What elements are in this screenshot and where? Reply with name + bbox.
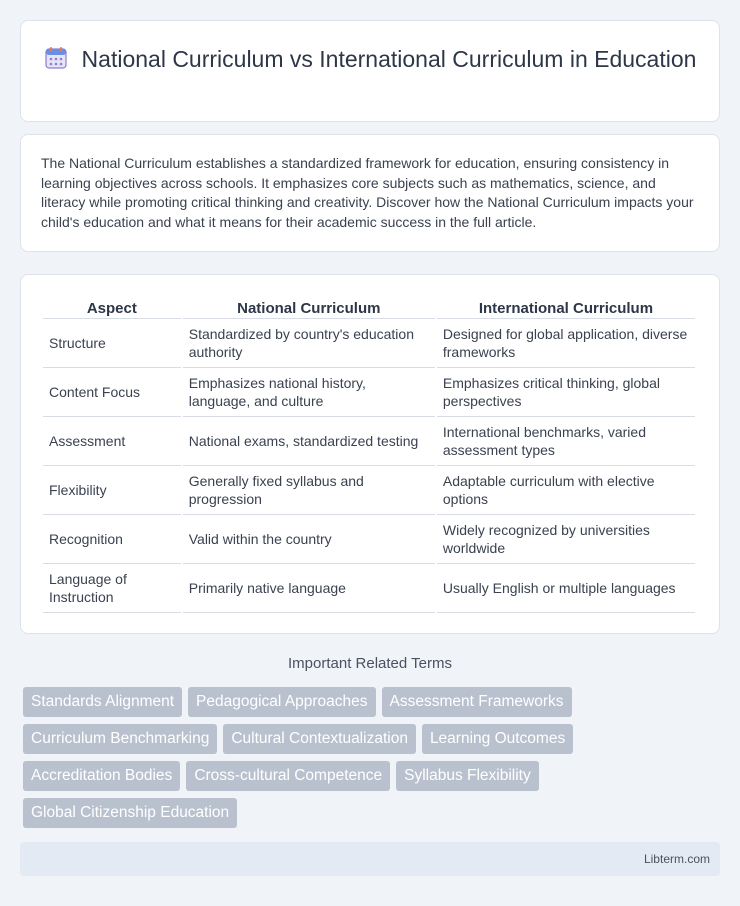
cell-aspect: Content Focus (43, 368, 181, 417)
cell-national: Valid within the country (183, 515, 435, 564)
table-row (43, 515, 695, 564)
table-header-row (43, 293, 695, 319)
tag-global-citizenship-education[interactable]: Global Citizenship Education (23, 798, 237, 828)
cell-international: Emphasizes critical thinking, global perspectives (437, 368, 695, 417)
header-international: International Curriculum (437, 293, 695, 319)
cell-national: Emphasizes national history, language, and culture (183, 368, 435, 417)
table-row (43, 466, 695, 515)
footer-link[interactable]: Libterm.com (643, 852, 710, 866)
tag-accreditation-bodies[interactable]: Accreditation Bodies (23, 761, 180, 791)
tag-curriculum-benchmarking[interactable]: Curriculum Benchmarking (23, 724, 217, 754)
table-row (43, 319, 695, 368)
cell-international: Widely recognized by universities worldwide (437, 515, 695, 564)
tag-cross-cultural-competence[interactable]: Cross-cultural Competence (186, 761, 390, 791)
comparison-card (20, 274, 720, 634)
cell-international: International benchmarks, varied assessment types (437, 417, 695, 466)
cell-national: Primarily native language (183, 564, 435, 613)
cell-international: Adaptable curriculum with elective options (437, 466, 695, 515)
cell-international: Designed for global application, diverse frameworks (437, 319, 695, 368)
cell-aspect: Assessment (43, 417, 181, 466)
table-row (43, 417, 695, 466)
related-terms-heading: Important Related Terms (288, 655, 452, 672)
comparison-table (41, 293, 697, 613)
table-row (43, 564, 695, 613)
cell-aspect: Language of Instruction (43, 564, 181, 613)
header-national: National Curriculum (183, 293, 435, 319)
cell-national: Generally fixed syllabus and progression (183, 466, 435, 515)
cell-aspect: Flexibility (43, 466, 181, 515)
tag-cultural-contextualization[interactable]: Cultural Contextualization (223, 724, 416, 754)
intro-paragraph: The National Curriculum establishes a standardized framework for education, ensuring consistency in learning objectives across schools. It emphasizes core subjects such as mathematics, science, and literacy while promoting critical thinking and creativity. Discover how the National Curriculum impacts your child's education and what it means for their academic success in the full article. (41, 155, 694, 230)
table-row (43, 368, 695, 417)
tag-standards-alignment[interactable]: Standards Alignment (23, 687, 182, 717)
cell-international: Usually English or multiple languages (437, 564, 695, 613)
intro-card (20, 134, 720, 252)
title-card (20, 20, 720, 122)
page-title-text: National Curriculum vs International Curriculum in Education (81, 46, 697, 72)
header-aspect: Aspect (43, 293, 181, 319)
page-title (21, 45, 719, 74)
tag-learning-outcomes[interactable]: Learning Outcomes (422, 724, 573, 754)
tag-syllabus-flexibility[interactable]: Syllabus Flexibility (396, 761, 539, 791)
cell-aspect: Recognition (43, 515, 181, 564)
related-terms-tags (23, 687, 723, 835)
cell-aspect: Structure (43, 319, 181, 368)
calendar-icon (44, 46, 68, 70)
cell-national: National exams, standardized testing (183, 417, 435, 466)
tag-assessment-frameworks[interactable]: Assessment Frameworks (382, 687, 572, 717)
footer (20, 842, 720, 876)
tag-pedagogical-approaches[interactable]: Pedagogical Approaches (188, 687, 376, 717)
cell-national: Standardized by country's education authority (183, 319, 435, 368)
